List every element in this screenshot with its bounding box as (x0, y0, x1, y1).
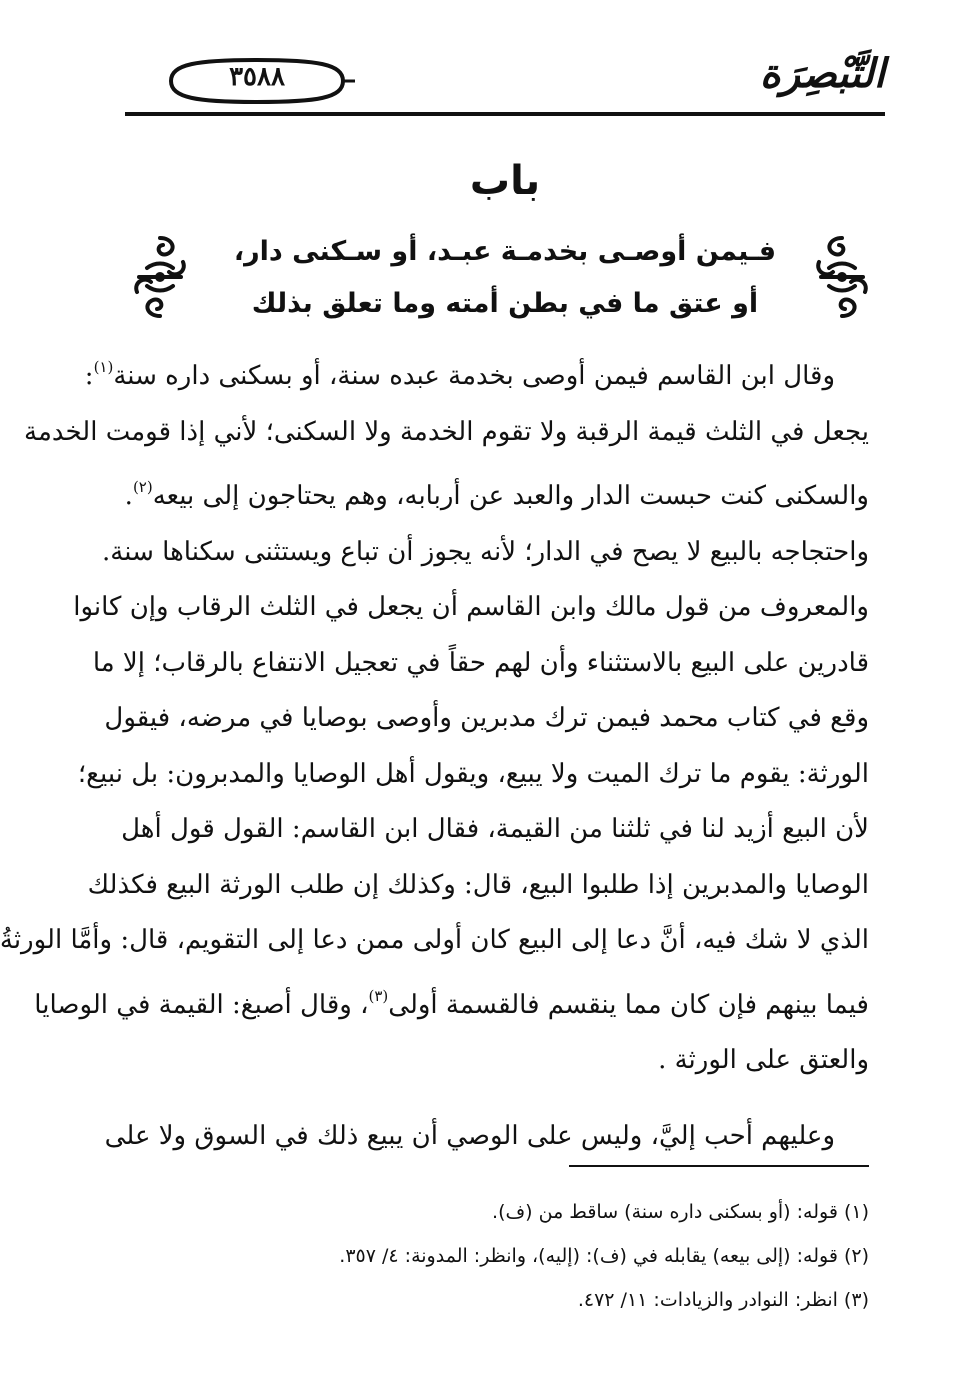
text-line: والمعروف من قول مالك وابن القاسم أن يجعل في الثلث الرقاب وإن كانوا (73, 592, 869, 622)
text-line: والعتق على الورثة . (658, 1045, 869, 1075)
floral-ornament-icon (811, 232, 873, 322)
chapter-title-line: فـيمن أوصـى بخدمـة عبـد، أو سـكنى دار، (233, 236, 777, 267)
text-line: الذي لا شك فيه، أنَّ دعا إلى البيع كان أولى ممن دعا إلى التقويم، قال: وأمَّا الورثةُ (0, 925, 869, 955)
text-line: يجعل في الثلث قيمة الرقبة ولا تقوم الخدمة ولا السكنى؛ لأني إذا قومت الخدمة (24, 416, 869, 447)
chapter-heading: باب (469, 158, 541, 204)
text-line: الوصايا والمدبرين إذا طلبوا البيع، قال: وكذلك إن طلب الورثة البيع فكذلك (87, 869, 869, 900)
floral-ornament-icon (129, 232, 191, 322)
text-line: الورثة: يقوم ما ترك الميت ولا يبيع، ويقول أهل الوصايا والمدبرون: بل نبيع؛ (77, 758, 869, 789)
text-line: لأن البيع أزيد لنا في ثلثنا من القيمة، فقال ابن القاسم: القول قول أهل (121, 814, 869, 844)
book-title: التَّبْصِرَة (759, 50, 885, 97)
footnote: (١) قوله: (أو بسكنى داره سنة) ساقط من (ف). (492, 1201, 869, 1223)
footnote-marker: (٢) (132, 478, 153, 496)
page-number-frame (157, 56, 357, 106)
text-line: وعليهم أحب إليَّ، وليس على الوصي أن يبيع ذلك في السوق ولا على (104, 1120, 835, 1151)
page-header (125, 40, 885, 120)
text-line: قادرين على البيع بالاستثناء وأن لهم حقاً في تعجيل الانتفاع بالرقاب؛ إلا ما (92, 647, 869, 678)
text-line: وقع في كتاب محمد فيمن ترك مدبرين وأوصى بوصايا في مرضه، فيقول (104, 703, 869, 733)
footnote-separator (569, 1165, 869, 1167)
footnote: (٣) انظر: النوادر والزيادات: ١١/ ٤٧٢. (577, 1289, 869, 1311)
text-line: وقال ابن القاسم فيمن أوصى بخدمة عبده سنة، أو بسكنى داره سنة$^{(١)}$: (84, 358, 835, 391)
body-text (0, 340, 869, 1164)
text-line: واحتجاجه بالبيع لا يصح في الدار؛ لأنه يجوز أن تباع ويستثنى سكناها سنة. (102, 536, 869, 567)
text-line: فيما بينهم فإن كان مما ينقسم فالقسمة أولى$^{(٣)}$، وقال أصبغ: القيمة في الوصايا (34, 986, 869, 1020)
chapter-title-line: أو عتق ما في بطن أمته وما تعلق بذلك (251, 288, 759, 319)
page-number: ٣٥٨٨ (229, 62, 285, 92)
footnote-marker: (١) (93, 358, 114, 376)
footnote-marker: (٣) (368, 986, 389, 1005)
header-rule (125, 112, 885, 116)
chapter-title (205, 226, 805, 330)
footnotes (127, 1190, 869, 1322)
footnote: (٢) قوله: (إلى بيعه) يقابله في (ف): (إليه)، وانظر: المدونة: ٤/ ٣٥٧. (339, 1245, 869, 1267)
text-line: والسكنى كنت حبست الدار والعبد عن أربابه، وهم يحتاجون إلى بيعه$^{(٢)}$. (124, 478, 869, 511)
